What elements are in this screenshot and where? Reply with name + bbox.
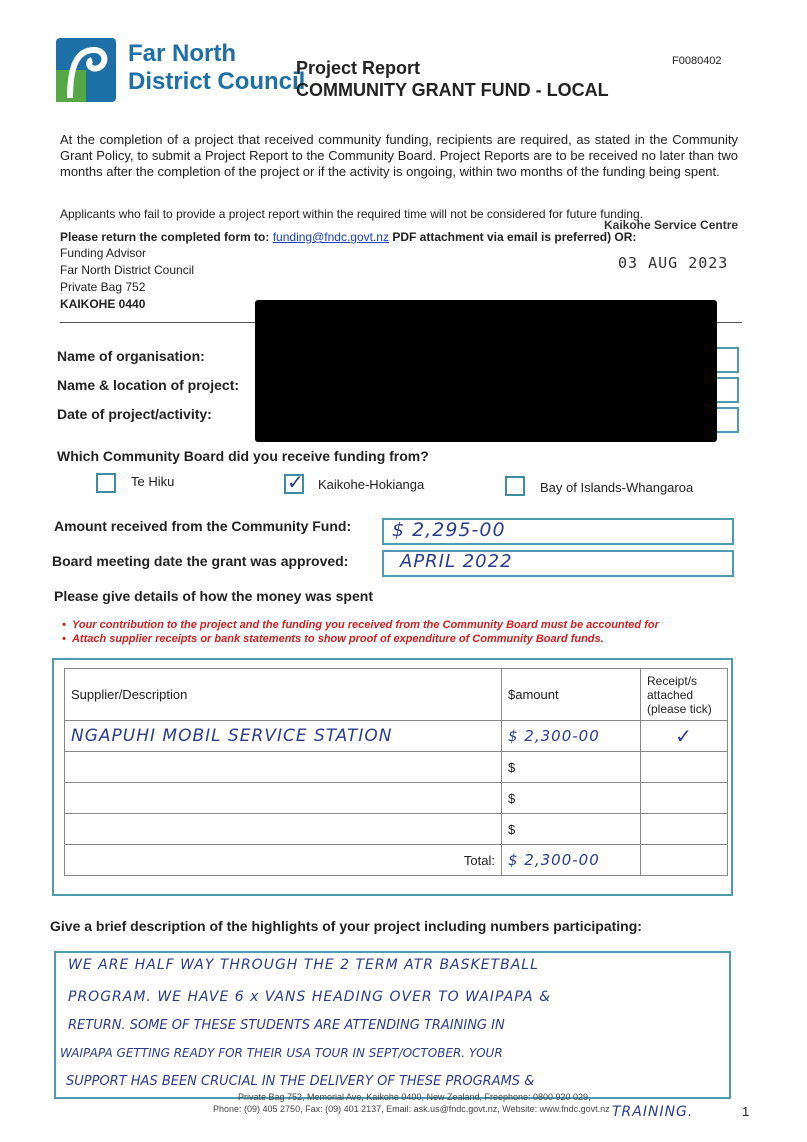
table-header-row [65, 669, 728, 721]
table-row [65, 721, 728, 752]
org-label: Name of organisation: [57, 348, 205, 364]
te-hiku-label: Te Hiku [131, 474, 175, 489]
total-value[interactable]: $ 2,300-00 [502, 845, 641, 876]
expenditure-box [52, 658, 733, 896]
row-4-receipt[interactable] [641, 814, 728, 845]
highlight-line-6: TRAINING. [612, 1104, 694, 1120]
row-3-amount[interactable]: $ [502, 783, 641, 814]
col-amount-header: $amount [502, 669, 641, 721]
return-prefix: Please return the completed form to: [60, 230, 270, 244]
spending-bullet-1: • Your contribution to the project and the funding you received from the Community Board must be accounted for [62, 619, 659, 631]
council-logo-icon [56, 38, 116, 102]
spending-heading: Please give details of how the money was spent [54, 588, 373, 604]
address-line-1: Funding Advisor [60, 246, 147, 260]
row-4-description[interactable] [65, 814, 502, 845]
org-name-line2: District Council [128, 68, 306, 95]
report-subtitle: COMMUNITY GRANT FUND - LOCAL [296, 80, 609, 100]
table-row [65, 783, 728, 814]
org-name-line1: Far North [128, 40, 236, 67]
meeting-label: Board meeting date the grant was approved: [52, 553, 349, 569]
address-line-2: Far North District Council [60, 263, 195, 277]
expenditure-table [64, 668, 728, 876]
warning-text: Applicants who fail to provide a project report within the required time will not be considered for future funding. [60, 207, 643, 221]
footer-line-1: Private Bag 752, Memorial Ave, Kaikohe 0400, New Zealand, Freephone: 0800 920 029, [238, 1092, 591, 1102]
check-mark-icon: ✓ [287, 472, 304, 494]
kaikohe-hokianga-checkbox[interactable] [284, 474, 304, 494]
stamp-date: 03 AUG 2023 [618, 254, 729, 272]
amount-value: $ 2,295-00 [392, 519, 506, 541]
bullet-1-text: Your contribution to the project and the funding you received from the Community Board must be accounted for [71, 619, 659, 631]
table-total-row [65, 845, 728, 876]
date-label: Date of project/activity: [57, 406, 212, 422]
footer-line-2: Phone: (09) 405 2750, Fax: (09) 401 2137, Email: ask.us@fndc.govt.nz, Website: www.fndc.govt.nz [213, 1104, 610, 1114]
bay-of-islands-label: Bay of Islands-Whangaroa [540, 480, 694, 495]
bullet-2-text: Attach supplier receipts or bank statements to show proof of expenditure of Community Board funds. [71, 633, 604, 645]
form-code: F0080402 [672, 55, 722, 67]
col-receipt-header: Receipt/s attached (please tick) [641, 669, 728, 721]
redaction-block [255, 300, 717, 442]
te-hiku-checkbox[interactable] [96, 473, 116, 493]
total-receipt [641, 845, 728, 876]
row-3-description[interactable] [65, 783, 502, 814]
highlight-line-2: PROGRAM. WE HAVE 6 x VANS HEADING OVER TO WAIPAPA & [68, 989, 551, 1005]
board-question: Which Community Board did you receive funding from? [57, 448, 429, 464]
page-number: 1 [742, 1104, 750, 1119]
highlight-line-5: SUPPORT HAS BEEN CRUCIAL IN THE DELIVERY OF THESE PROGRAMS & [66, 1074, 535, 1089]
highlight-line-3: RETURN. SOME OF THESE STUDENTS ARE ATTENDING TRAINING IN [68, 1018, 505, 1033]
highlight-line-4: WAIPAPA GETTING READY FOR THEIR USA TOUR IN SEPT/OCTOBER. YOUR [60, 1046, 503, 1060]
row-1-description[interactable]: NGAPUHI MOBIL SERVICE STATION [65, 721, 502, 752]
table-row [65, 752, 728, 783]
row-4-amount[interactable]: $ [502, 814, 641, 845]
row-3-receipt[interactable] [641, 783, 728, 814]
row-1-receipt[interactable]: ✓ [641, 721, 728, 752]
address-line-4: KAIKOHE 0440 [60, 297, 146, 311]
bay-of-islands-checkbox[interactable] [505, 476, 525, 496]
row-2-description[interactable] [65, 752, 502, 783]
row-2-amount[interactable]: $ [502, 752, 641, 783]
row-1-amount[interactable]: $ 2,300-00 [502, 721, 641, 752]
return-line [60, 230, 750, 244]
kaikohe-hokianga-label: Kaikohe-Hokianga [318, 477, 425, 492]
table-row [65, 814, 728, 845]
highlights-heading: Give a brief description of the highlights of your project including numbers participating: [50, 918, 642, 934]
total-label: Total: [65, 845, 502, 876]
intro-paragraph: At the completion of a project that received community funding, recipients are required, as stated in the Community Grant Policy, to submit a Project Report to the Community Board. Project Reports are to be received no later than two months after the completion of the project or if the activity is ongoing, within two months of the funding being spent. [60, 132, 738, 179]
location-label: Name & location of project: [57, 377, 240, 393]
return-suffix: PDF attachment via email is preferred) OR: [392, 230, 637, 244]
stamp-office: Kaikohe Service Centre [604, 218, 739, 232]
spending-bullet-2: • Attach supplier receipts or bank statements to show proof of expenditure of Community Board funds. [62, 633, 604, 645]
amount-label: Amount received from the Community Fund: [54, 518, 352, 534]
report-title: Project Report [296, 58, 421, 78]
address-line-3: Private Bag 752 [60, 280, 146, 294]
meeting-value: APRIL 2022 [400, 551, 513, 572]
highlight-line-1: WE ARE HALF WAY THROUGH THE 2 TERM ATR BASKETBALL [68, 957, 539, 973]
col-description-header: Supplier/Description [65, 669, 502, 721]
row-2-receipt[interactable] [641, 752, 728, 783]
return-email-link[interactable]: funding@fndc.govt.nz [272, 230, 389, 244]
